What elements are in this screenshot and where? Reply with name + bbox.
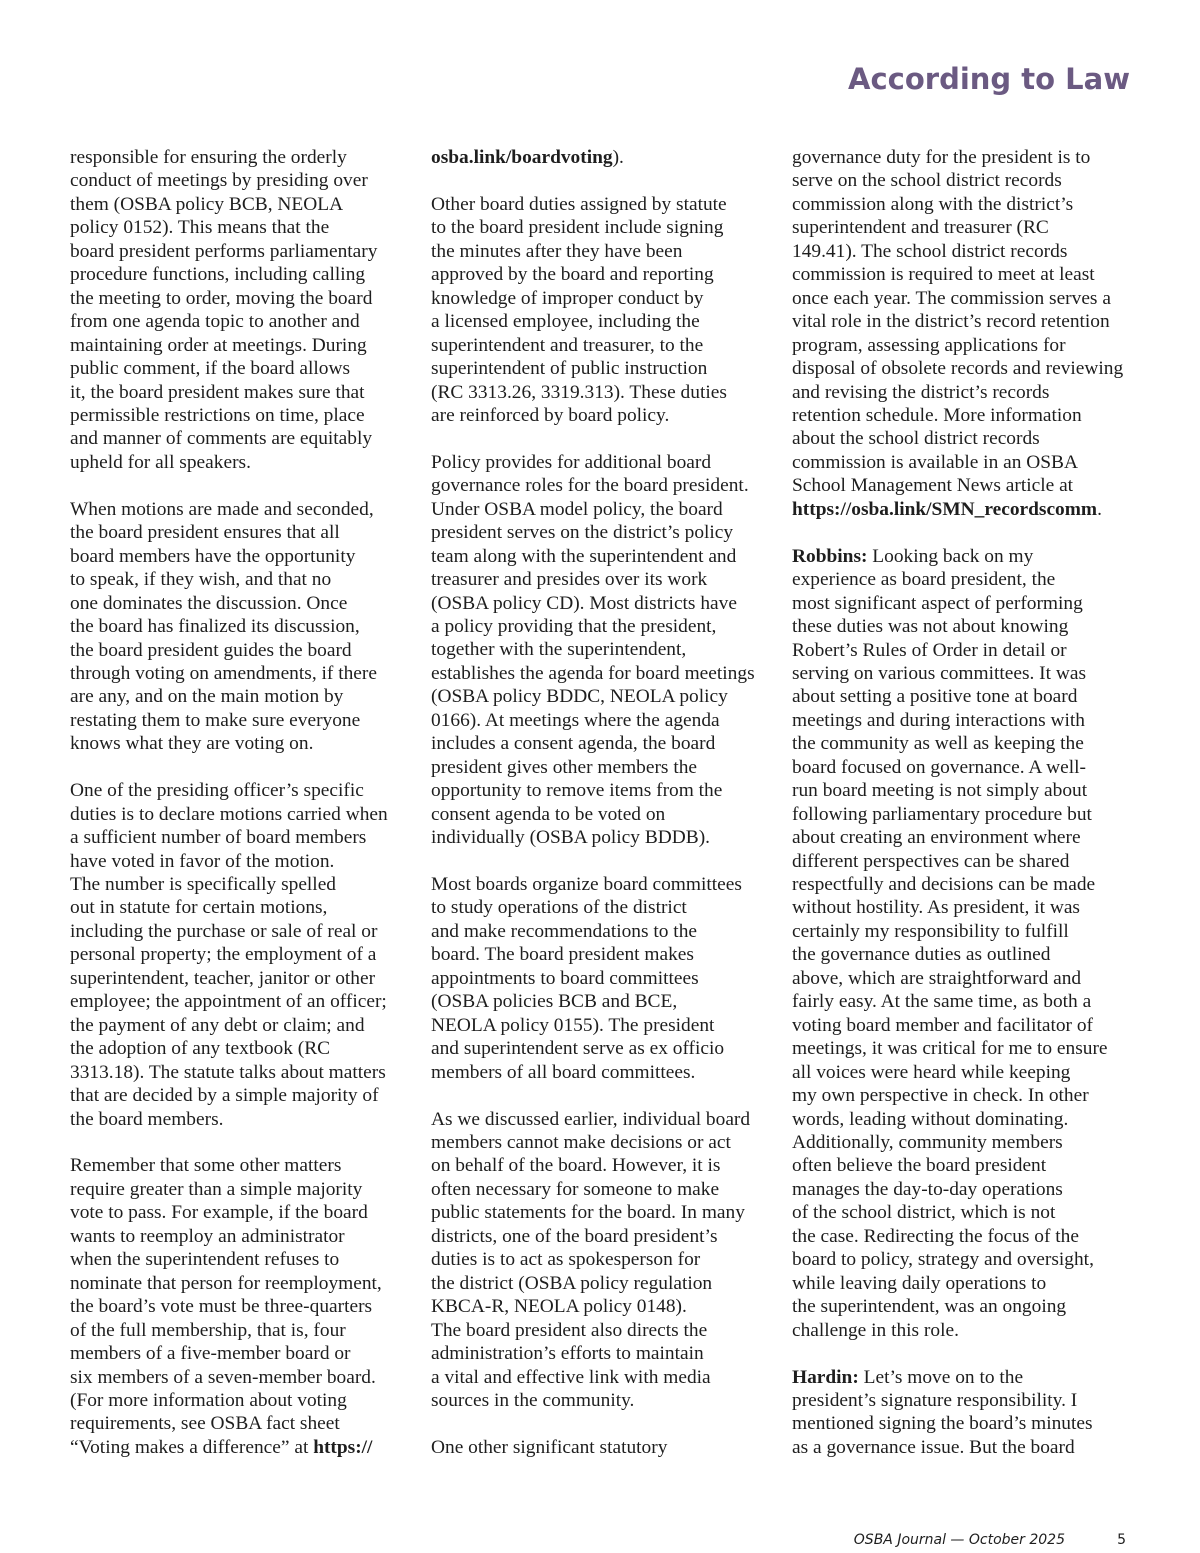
text-line: retention schedule. More information <box>792 404 1082 426</box>
text-line: School Management News article at <box>792 475 1074 497</box>
text-line: upheld for all speakers. <box>70 451 251 473</box>
text-line: as a governance issue. But the board <box>792 1436 1075 1458</box>
text-line: the minutes after they have been <box>431 240 683 262</box>
text-line: to speak, if they wish, and that no <box>70 569 332 591</box>
text-line: consent agenda to be voted on <box>431 803 666 825</box>
text-line: members cannot make decisions or act <box>431 1131 731 1153</box>
text-line: a sufficient number of board members <box>70 827 367 849</box>
text-line: superintendent of public instruction <box>431 358 708 380</box>
text-line: about setting a positive tone at board <box>792 686 1078 708</box>
text-line: 0166). At meetings where the agenda <box>431 709 720 731</box>
text-line: the board president ensures that all <box>70 522 340 544</box>
text-line: vital role in the district’s record retention <box>792 311 1110 333</box>
text-line: opportunity to remove items from the <box>431 780 723 802</box>
text-line: once each year. The commission serves a <box>792 287 1111 309</box>
text-line: nominate that person for reemployment, <box>70 1272 382 1294</box>
text-line: (OSBA policy BDDC, NEOLA policy <box>431 686 728 708</box>
text-line: the adoption of any textbook (RC <box>70 1038 331 1060</box>
text-line: serve on the school district records <box>792 170 1062 192</box>
text-line: the board’s vote must be three-quarters <box>70 1296 373 1318</box>
text-line: challenge in this role. <box>792 1319 959 1341</box>
article-column-3 <box>792 146 1137 1459</box>
text-line: from one agenda topic to another and <box>70 311 360 333</box>
text-line: personal property; the employment of a <box>70 944 377 966</box>
bold-text: Robbins: <box>792 545 868 567</box>
text-line: often necessary for someone to make <box>431 1178 720 1200</box>
text-line: manages the day-to-day operations <box>792 1178 1063 1200</box>
page-number: 5 <box>1117 1532 1126 1548</box>
text-line: president serves on the district’s policy <box>431 522 734 544</box>
text-line: duties is to act as spokesperson for <box>431 1249 701 1271</box>
text-line: a policy providing that the president, <box>431 616 717 638</box>
text-line: of the school district, which is not <box>792 1202 1056 1224</box>
text-line: policy 0152). This means that the <box>70 217 330 239</box>
text-line: Additionally, community members <box>792 1132 1063 1154</box>
text-line: members of a five-member board or <box>70 1343 351 1365</box>
text-line: The board president also directs the <box>431 1319 708 1341</box>
text-line: Robert’s Rules of Order in detail or <box>792 639 1067 661</box>
text-line: through voting on amendments, if there <box>70 662 377 684</box>
text-line: Most boards organize board committees <box>431 874 742 895</box>
text-line: individually (OSBA policy BDDB). <box>431 827 711 849</box>
text-line: appointments to board committees <box>431 967 699 989</box>
paragraph-gap <box>792 521 1137 544</box>
text-line: board. The board president makes <box>431 944 694 966</box>
text-line: six members of a seven-member board. <box>70 1366 376 1388</box>
text-line: (OSBA policy CD). Most districts have <box>431 592 737 614</box>
bold-text: osba.link/boardvoting <box>431 147 613 168</box>
text-line: often believe the board president <box>792 1155 1047 1177</box>
text-line: board president performs parliamentary <box>70 240 378 262</box>
text-line: employee; the appointment of an officer; <box>70 991 387 1013</box>
text-line: a vital and effective link with media <box>431 1366 711 1388</box>
text-line: As we discussed earlier, individual board <box>431 1108 751 1130</box>
text-line: have voted in favor of the motion. <box>70 850 335 872</box>
bold-text: https://osba.link/SMN_recordscomm <box>792 498 1098 520</box>
text-line: different perspectives can be shared <box>792 850 1070 872</box>
text-line: governance duty for the president is to <box>792 147 1091 168</box>
text-line: it, the board president makes sure that <box>70 381 365 403</box>
text-line: the district (OSBA policy regulation <box>431 1272 713 1294</box>
text-line: disposal of obsolete records and reviewing <box>792 358 1124 380</box>
text-line: are reinforced by board policy. <box>431 404 670 426</box>
text-line: that are decided by a simple majority of <box>70 1085 379 1107</box>
text-line: most significant aspect of performing <box>792 592 1083 614</box>
text-line: and manner of comments are equitably <box>70 428 373 450</box>
text-line: osba.link/boardvoting). <box>431 147 624 168</box>
text-line: all voices were heard while keeping <box>792 1061 1071 1083</box>
text-line: responsible for ensuring the orderly <box>70 147 347 168</box>
paragraph-gap <box>431 169 776 192</box>
text-line: (RC 3313.26, 3319.313). These duties <box>431 381 727 403</box>
paragraph-gap <box>70 474 415 497</box>
text-line: the superintendent, was an ongoing <box>792 1296 1067 1318</box>
text-line: require greater than a simple majority <box>70 1178 363 1200</box>
paragraph-gap <box>70 1131 415 1154</box>
text-line: duties is to declare motions carried when <box>70 803 388 825</box>
text-line: members of all board committees. <box>431 1061 696 1083</box>
text-line: superintendent and treasurer, to the <box>431 334 704 356</box>
text-line: about creating an environment where <box>792 827 1081 849</box>
text-line: 149.41). The school district records <box>792 240 1068 262</box>
text-line: superintendent and treasurer (RC <box>792 217 1049 239</box>
text-line: the board president guides the board <box>70 639 352 661</box>
text-line: certainly my responsibility to fulfill <box>792 920 1069 942</box>
text-line: commission is available in an OSBA <box>792 451 1078 473</box>
text-line: and revising the district’s records <box>792 381 1050 403</box>
text-line: together with the superintendent, <box>431 639 687 661</box>
text-line: conduct of meetings by presiding over <box>70 170 368 192</box>
text-line: words, leading without dominating. <box>792 1108 1069 1130</box>
text-line: “Voting makes a difference” at https:// <box>70 1436 373 1458</box>
text-line: meetings, it was critical for me to ensure <box>792 1038 1108 1060</box>
text-line: including the purchase or sale of real or <box>70 920 378 942</box>
text-line: commission along with the district’s <box>792 193 1074 215</box>
text-line: president gives other members the <box>431 756 698 778</box>
text-line: my own perspective in check. In other <box>792 1085 1089 1107</box>
text-line: maintaining order at meetings. During <box>70 334 367 356</box>
text-line: the governance duties as outlined <box>792 944 1051 966</box>
text-line: a licensed employee, including the <box>431 311 700 333</box>
text-line: permissible restrictions on time, place <box>70 404 365 426</box>
text-line: one dominates the discussion. Once <box>70 592 348 614</box>
text-line: the payment of any debt or claim; and <box>70 1014 365 1036</box>
text-line: the meeting to order, moving the board <box>70 287 373 309</box>
text-line: out in statute for certain motions, <box>70 897 328 919</box>
text-line: board to policy, strategy and oversight, <box>792 1249 1094 1271</box>
text-line: approved by the board and reporting <box>431 264 714 286</box>
text-line: without hostility. As president, it was <box>792 897 1080 919</box>
text-line: sources in the community. <box>431 1389 635 1411</box>
text-line: KBCA-R, NEOLA policy 0148). <box>431 1296 687 1318</box>
text-line: superintendent, teacher, janitor or other <box>70 967 376 989</box>
text-line: the community as well as keeping the <box>792 733 1084 755</box>
text-line: https://osba.link/SMN_recordscomm. <box>792 498 1102 520</box>
text-line: public comment, if the board allows <box>70 358 351 380</box>
text-line: NEOLA policy 0155). The president <box>431 1014 715 1036</box>
text-line: (For more information about voting <box>70 1389 347 1411</box>
text-line: governance roles for the board president. <box>431 475 749 497</box>
paragraph-gap <box>70 756 415 779</box>
paragraph-gap <box>431 850 776 873</box>
text-line: Policy provides for additional board <box>431 451 712 473</box>
text-line: establishes the agenda for board meetings <box>431 662 755 684</box>
text-line: Other board duties assigned by statute <box>431 193 727 215</box>
text-line: knows what they are voting on. <box>70 733 314 755</box>
text-line: includes a consent agenda, the board <box>431 733 716 755</box>
text-line: administration’s efforts to maintain <box>431 1343 704 1365</box>
publication-name: OSBA Journal — October 2025 <box>853 1532 1065 1548</box>
text-line: president’s signature responsibility. I <box>792 1389 1078 1411</box>
text-line: serving on various committees. It was <box>792 662 1087 684</box>
text-line: to the board president include signing <box>431 217 724 239</box>
text-line: following parliamentary procedure but <box>792 803 1092 825</box>
text-line: the board has finalized its discussion, <box>70 616 360 638</box>
paragraph-gap <box>431 1412 776 1435</box>
text-line: about the school district records <box>792 428 1040 450</box>
text-line: on behalf of the board. However, it is <box>431 1155 721 1177</box>
paragraph-gap <box>431 1084 776 1107</box>
paragraph-gap <box>792 1342 1137 1365</box>
text-line: fairly easy. At the same time, as both a <box>792 991 1092 1013</box>
article-column-2 <box>431 146 776 1459</box>
text-line: vote to pass. For example, if the board <box>70 1202 368 1224</box>
paragraph-gap <box>431 427 776 450</box>
text-line: Under OSBA model policy, the board <box>431 498 723 520</box>
text-line: When motions are made and seconded, <box>70 498 374 520</box>
text-line: to study operations of the district <box>431 897 687 919</box>
text-line: and make recommendations to the <box>431 920 697 942</box>
text-line: requirements, see OSBA fact sheet <box>70 1413 340 1435</box>
text-line: treasurer and presides over its work <box>431 569 708 591</box>
text-line: 3313.18). The statute talks about matters <box>70 1061 386 1083</box>
text-line: commission is required to meet at least <box>792 264 1095 286</box>
text-line: districts, one of the board president’s <box>431 1225 718 1247</box>
text-line: voting board member and facilitator of <box>792 1014 1093 1036</box>
section-title: According to Law <box>848 62 1130 96</box>
text-line: them (OSBA policy BCB, NEOLA <box>70 193 344 215</box>
text-line: respectfully and decisions can be made <box>792 874 1096 896</box>
bold-text: https:// <box>313 1436 373 1458</box>
text-line: these duties was not about knowing <box>792 616 1069 638</box>
text-line: Robbins: Looking back on my <box>792 545 1034 567</box>
text-line: board members have the opportunity <box>70 545 356 567</box>
text-line: procedure functions, including calling <box>70 264 366 286</box>
text-line: while leaving daily operations to <box>792 1272 1047 1294</box>
text-line: of the full membership, that is, four <box>70 1319 346 1341</box>
text-line: program, assessing applications for <box>792 334 1066 356</box>
text-line: and superintendent serve as ex officio <box>431 1038 725 1060</box>
text-line: restating them to make sure everyone <box>70 709 361 731</box>
text-line: knowledge of improper conduct by <box>431 287 704 309</box>
text-line: meetings and during interactions with <box>792 709 1085 731</box>
text-line: team along with the superintendent and <box>431 545 737 567</box>
page-footer <box>0 1532 1200 1552</box>
text-line: One other significant statutory <box>431 1436 668 1458</box>
text-line: run board meeting is not simply about <box>792 780 1088 802</box>
text-line: One of the presiding officer’s specific <box>70 780 364 802</box>
text-line: Hardin: Let’s move on to the <box>792 1366 1024 1388</box>
text-line: experience as board president, the <box>792 569 1056 591</box>
text-line: wants to reemploy an administrator <box>70 1225 345 1247</box>
text-line: board focused on governance. A well- <box>792 756 1086 778</box>
text-line: The number is specifically spelled <box>70 874 336 896</box>
text-line: mentioned signing the board’s minutes <box>792 1413 1093 1435</box>
article-column-1 <box>70 146 415 1459</box>
bold-text: Hardin: <box>792 1366 859 1388</box>
text-line: Remember that some other matters <box>70 1155 342 1177</box>
text-line: above, which are straightforward and <box>792 967 1082 989</box>
text-line: public statements for the board. In many <box>431 1202 745 1224</box>
text-line: the case. Redirecting the focus of the <box>792 1225 1079 1247</box>
text-line: when the superintendent refuses to <box>70 1249 340 1271</box>
text-line: are any, and on the main motion by <box>70 686 344 708</box>
text-line: the board members. <box>70 1108 224 1130</box>
text-line: (OSBA policies BCB and BCE, <box>431 991 678 1013</box>
